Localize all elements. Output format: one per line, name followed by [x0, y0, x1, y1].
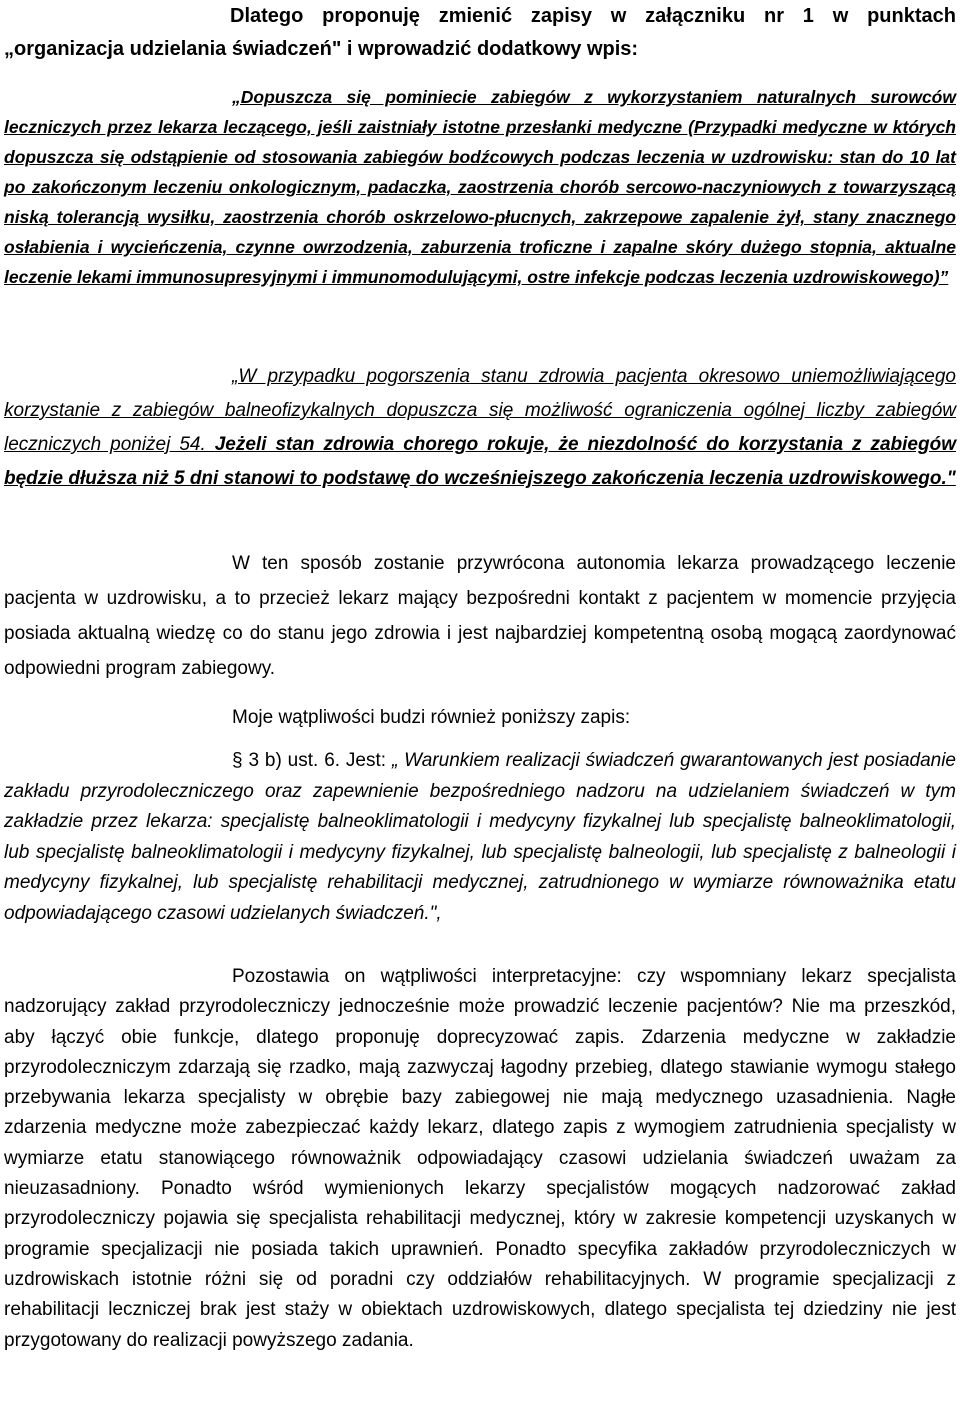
autonomy-paragraph: W ten sposób zostanie przywrócona autonomia lekarza prowadzącego leczenie pacjenta w uzdrowisku, a to przecież lekarz mający bezpośredni kontakt z pacjentem w momencie przyjęcia posiada aktualną wiedzę co do stanu jego zdrowia i jest najbardziej kompetentną osobą mogącą zaordynować odpowiedni program zabiegowy.: [4, 553, 956, 679]
doubt-heading: Moje wątpliwości budzi również poniższy zapis:: [232, 707, 631, 728]
section-reference-paragraph: [4, 746, 956, 929]
proposed-provision-quote: „Dopuszcza się pominiecie zabiegów z wykorzystaniem naturalnych surowców leczniczych przez lekarza leczącego, jeśli zaistniały istotne przesłanki medyczne (Przypadki medyczne w których dopuszcza się odstąpienie od stosowania zabiegów bodźcowych podczas leczenia w uzdrowisku: stan do 10 lat po zakończonym leczeniu onkologicznym, padaczka, zaostrzenia chorób sercowo-naczyniowych z towarzyszącą niską tolerancją wysiłku, zaostrzenia chorób oskrzelowo-płucnych, zakrzepowe zapalenie żył, stany znacznego osłabienia i wycieńczenia, czynne owrzodzenia, zaburzenia troficzne i zapalne skóry dużego stopnia, aktualne leczenie lekami immunosupresyjnymi i immunomodulującymi, ostre infekcje podczas leczenia uzdrowiskowego)”: [4, 87, 956, 287]
section-quote: „ Warunkiem realizacji świadczeń gwarantowanych jest posiadanie zakładu przyrodoleczniczego oraz zapewnienie bezpośredniego nadzoru na udzielaniem świadczeń w tym zakładzie przez lekarza: specjalistę balneoklimatologii i medycyny fizykalnej lub specjalistę balneoklimatologii, lub specjalistę balneoklimatologii i medycyny fizykalnej, lub specjalistę balneologii, lub specjalistę z balneologii i medycyny fizykalnej, lub specjalistę rehabilitacji medycznej, zatrudnionego w wymiarze równoważnika etatu odpowiadającego czasowi udzielanych świadczeń.",: [4, 750, 956, 924]
intro-line-1: Dlatego proponuję zmienić zapisy w załączniku nr 1 w punktach: [230, 5, 956, 27]
intro-paragraph: [4, 0, 956, 66]
quote2-bold: Jeżeli stan zdrowia chorego rokuje, że niezdolność do korzystania z zabiegów będzie dłuższa niż 5 dni stanowi to podstawę do wcześniejszego zakończenia leczenia uzdrowiskowego.": [4, 434, 956, 489]
final-paragraph: Pozostawia on wątpliwości interpretacyjne: czy wspomniany lekarz specjalista nadzorujący zakład przyrodoleczniczy jednocześnie może prowadzić leczenie pacjentów? Nie ma przeszkód, aby łączyć obie funkcje, dlatego proponuję doprecyzować zapis. Zdarzenia medyczne w zakładzie przyrodoleczniczym zdarzają się rzadko, mają zazwyczaj łagodny przebieg, dlatego stawianie wymogu stałego przebywania lekarza specjalisty w obrębie bazy zabiegowej nie mają medycznego uzasadnienia. Nagłe zdarzenia medyczne może zabezpieczać każdy lekarz, dlatego zapis z wymogiem zatrudnienia specjalisty w wymiarze etatu stanowiącego równoważnik odpowiadający czasowi udzielania świadczeń uważam za nieuzasadniony. Ponadto wśród wymienionych lekarzy specjalistów mogących nadzorować zakład przyrodoleczniczy pojawia się specjalista rehabilitacji medycznej, który w zakresie kompetencji uzyskanych w programie specjalizacji nie posiada takich uprawnień. Ponadto specyfika zakładów przyrodoleczniczych w uzdrowiskach istotnie różni się od poradni czy oddziałów rehabilitacyjnych. W programie specjalizacji z rehabilitacji leczniczej brak jest staży w obiektach uzdrowiskowych, dlatego specjalista tej dziedziny nie jest przygotowany do realizacji powyższego zadania.: [4, 966, 956, 1351]
intro-line-2: „organizacja udzielania świadczeń" i wprowadzić dodatkowy wpis:: [4, 38, 639, 60]
quote2-regular: „W przypadku pogorszenia stanu zdrowia pacjenta okresowo uniemożliwiającego korzystanie z zabiegów balneofizykalnych dopuszcza się możliwość ograniczenia ogólnej liczby zabiegów leczniczych poniżej 54.: [4, 366, 956, 455]
second-proposed-provision: [4, 360, 956, 496]
section-prefix: § 3 b) ust. 6. Jest:: [232, 750, 392, 771]
